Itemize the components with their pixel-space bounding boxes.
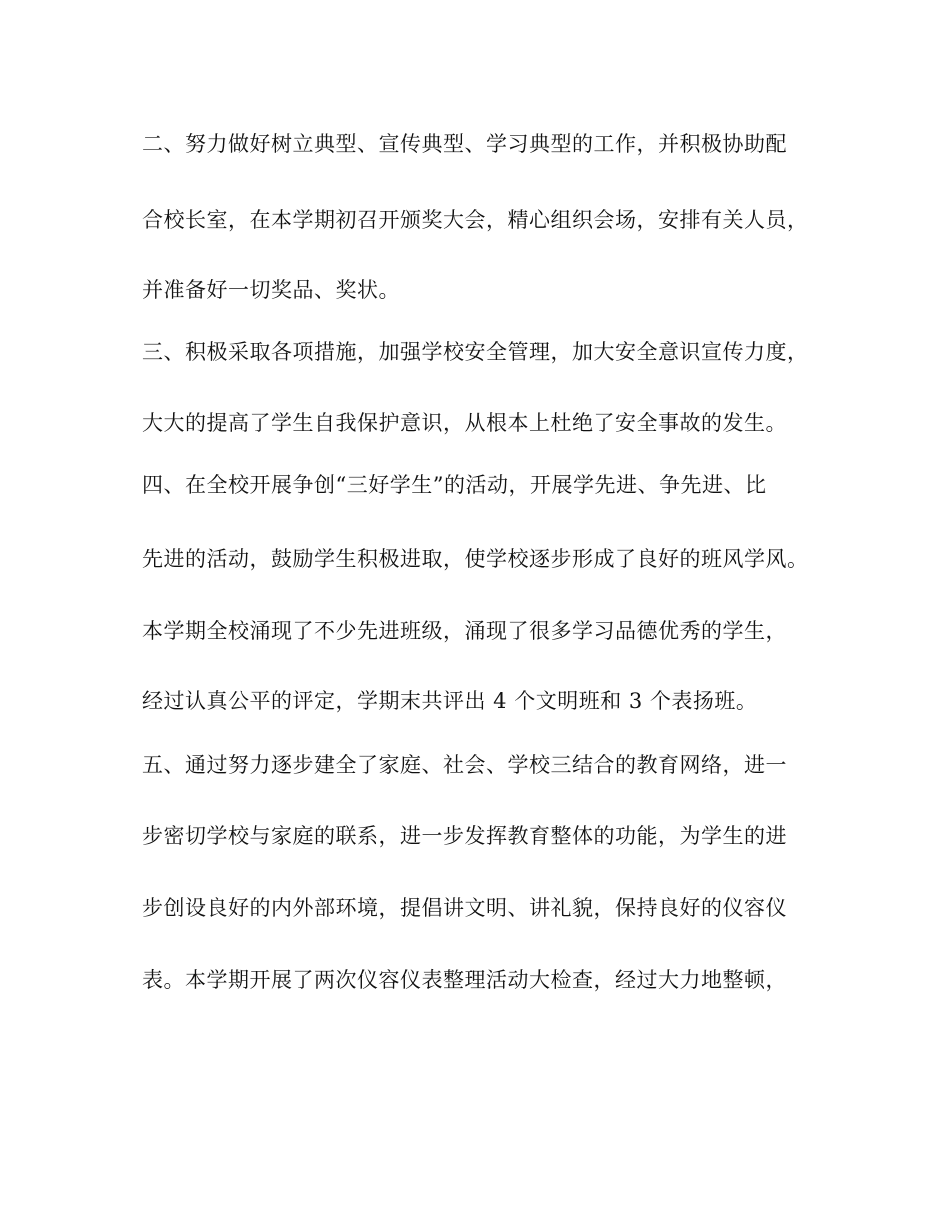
text-line: 二、努力做好树立典型、宣传典型、学习典型的工作，并积极协助配 [142,132,787,156]
text-line: 三、积极采取各项措施，加强学校安全管理，加大安全意识宣传力度， [142,340,809,364]
text-line: 四、在全校开展争创“三好学生”的活动，开展学先进、争先进、比 [142,473,767,497]
text-line: 合校长室，在本学期初召开颁奖大会，精心组织会场，安排有关人员， [142,208,809,232]
text-line: 本学期全校涌现了不少先进班级，涌现了很多学习品德优秀的学生， [142,619,787,643]
text-line: 经过认真公平的评定，学期末共评出 4 个文明班和 3 个表扬班。 [142,689,758,713]
text-line: 大大的提高了学生自我保护意识，从根本上杜绝了安全事故的发生。 [142,411,787,435]
text-line: 并准备好一切奖品、奖状。 [142,278,400,302]
text-line: 五、通过努力逐步建全了家庭、社会、学校三结合的教育网络，进一 [142,753,787,777]
text-line: 表。本学期开展了两次仪容仪表整理活动大检查，经过大力地整顿， [142,968,787,992]
text-line: 步创设良好的内外部环境，提倡讲文明、讲礼貌，保持良好的仪容仪 [142,896,787,920]
text-line: 步密切学校与家庭的联系，进一步发挥教育整体的功能，为学生的进 [142,824,787,848]
text-line: 先进的活动，鼓励学生积极进取，使学校逐步形成了良好的班风学风。 [142,547,809,571]
